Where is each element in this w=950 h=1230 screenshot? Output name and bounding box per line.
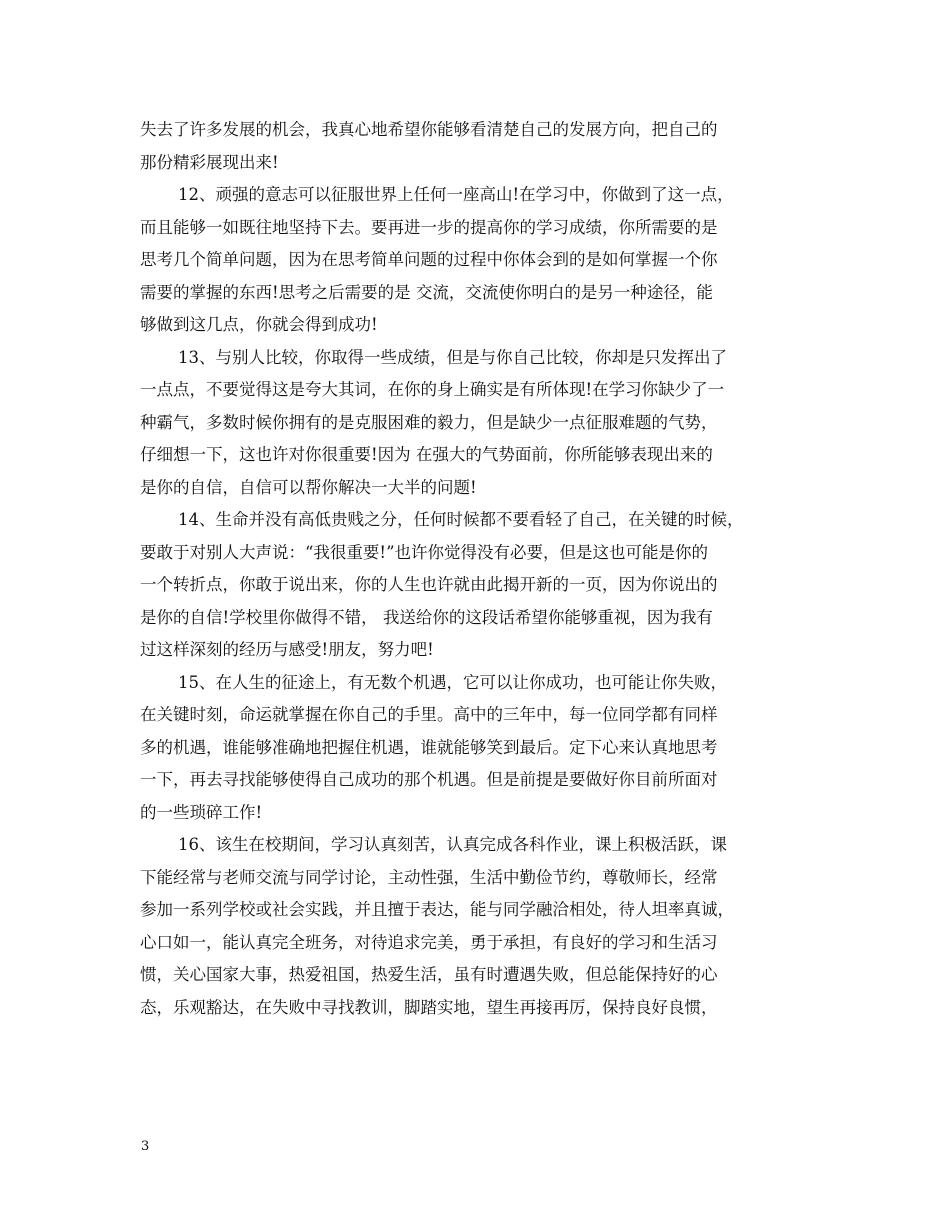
text-line: 态，乐观豁达，在失败中寻找教训，脚踏实地，望生再接再厉，保持良好良惯， xyxy=(140,997,718,1017)
text-line: 是你的自信，自信可以帮你解决一大半的问题! xyxy=(140,477,477,497)
text-line: 下能经常与老师交流与同学讨论，主动性强，生活中勤俭节约，尊敬师长，经常 xyxy=(140,867,718,887)
text-line: 种霸气，多数时候你拥有的是克服困难的毅力，但是缺少一点征服难题的气势， xyxy=(140,412,718,432)
text-line: 多的机遇，谁能够准确地把握住机遇，谁就能够笑到最后。定下心来认真地思考 xyxy=(140,737,718,757)
text-line: 要敢于对别人大声说：“我很重要!”也许你觉得没有必要，但是这也可能是你的 xyxy=(140,542,709,562)
page-number: 3 xyxy=(141,1139,150,1154)
text-line: 够做到这几点，你就会得到成功! xyxy=(140,315,378,334)
text-line: 过这样深刻的经历与感受!朋友，努力吧! xyxy=(140,640,434,659)
text-line: 一点点，不要觉得这是夸大其词，在你的身上确实是有所体现!在学习你缺少了一 xyxy=(140,380,725,399)
text-line: 需要的掌握的东西!思考之后需要的是 交流，交流使你明白的是另一种途径，能 xyxy=(140,282,713,302)
text-line: 是你的自信!学校里你做得不错， 我送给你的这段话希望你能够重视，因为我有 xyxy=(140,607,713,627)
text-line: 仔细想一下，这也许对你很重要!因为 在强大的气势面前，你所能够表现出来的 xyxy=(140,445,713,464)
text-line: 的一些琐碎工作! xyxy=(140,802,263,822)
text-line: 13、与别人比较，你取得一些成绩，但是与你自己比较，你却是只发挥出了 xyxy=(178,347,727,367)
text-line: 参加一系列学校或社会实践，并且擅于表达，能与同学融洽相处，待人坦率真诚， xyxy=(140,900,734,919)
text-line: 一个转折点，你敢于说出来，你的人生也许就由此揭开新的一页，因为你说出的 xyxy=(140,575,718,594)
text-line: 那份精彩展现出来! xyxy=(140,152,279,172)
text-line: 惯，关心国家大事，热爱祖国，热爱生活，虽有时遭遇失败，但总能保持好的心 xyxy=(140,965,718,984)
text-line: 一下，再去寻找能够使得自己成功的那个机遇。但是前提是要做好你目前所面对 xyxy=(140,770,718,789)
text-line: 15、在人生的征途上，有无数个机遇，它可以让你成功，也可能让你失败， xyxy=(178,672,727,692)
text-line: 16、该生在校期间，学习认真刻苦，认真完成各科作业，课上积极活跃，课 xyxy=(178,835,727,854)
text-line: 12、顽强的意志可以征服世界上任何一座高山!在学习中，你做到了这一点， xyxy=(178,185,734,204)
text-line: 在关键时刻，命运就掌握在你自己的手里。高中的三年中，每一位同学都有同样 xyxy=(140,705,718,724)
document-body xyxy=(140,114,810,1024)
text-line: 思考几个简单问题，因为在思考简单问题的过程中你体会到的是如何掌握一个你 xyxy=(140,250,718,269)
text-line: 而且能够一如既往地坚持下去。要再进一步的提高你的学习成绩，你所需要的是 xyxy=(140,217,718,237)
text-line: 心口如一，能认真完全班务，对待追求完美，勇于承担，有良好的学习和生活习 xyxy=(140,932,718,952)
text-line: 14、生命并没有高低贵贱之分，任何时候都不要看轻了自己，在关键的时候， xyxy=(178,510,744,529)
text-line: 失去了许多发展的机会，我真心地希望你能够看清楚自己的发展方向，把自己的 xyxy=(140,120,718,139)
